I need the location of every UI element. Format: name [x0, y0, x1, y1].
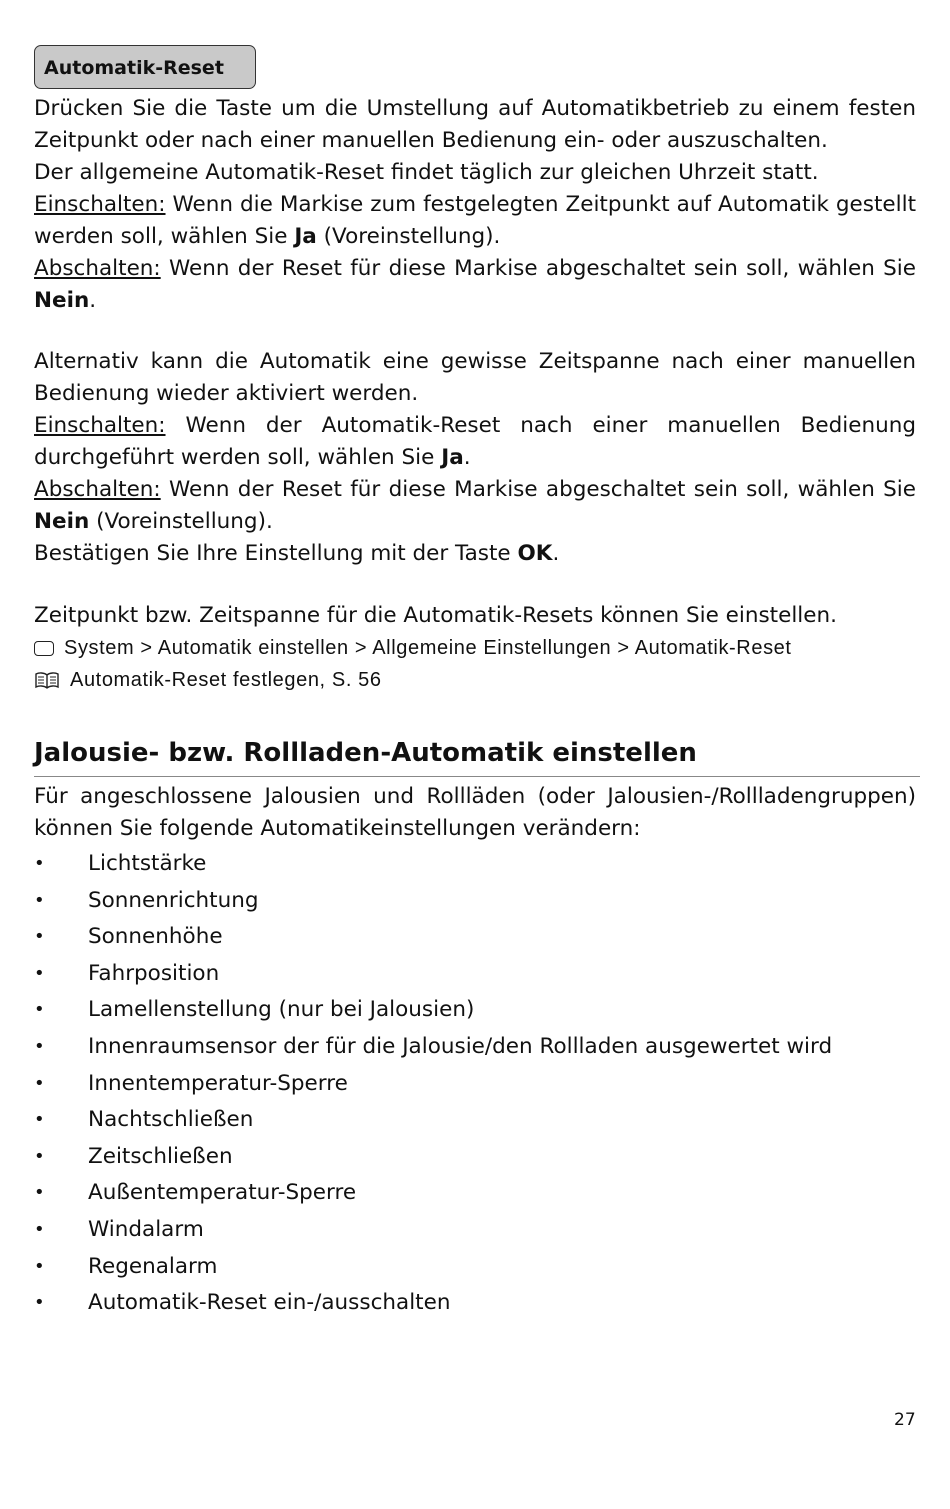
menu-path-row — [34, 632, 916, 664]
paragraph-automatik-reset — [34, 93, 916, 317]
text: Wenn die Markise zum festgelegten Zeitpunkt auf Automatik gestellt werden soll, wählen Sie — [34, 192, 916, 249]
ja-bold: Ja — [441, 445, 464, 470]
bullet: • — [34, 1109, 45, 1131]
text: Bestätigen Sie Ihre Einstellung mit der Taste — [34, 541, 518, 566]
bullet: • — [34, 853, 45, 874]
ok-bold: OK — [517, 541, 553, 566]
list-item — [34, 919, 832, 956]
open-book-icon — [34, 671, 60, 689]
einschalten-line — [34, 189, 916, 253]
bullet: • — [34, 926, 45, 948]
list-item — [34, 1175, 832, 1212]
intro-text: Für angeschlossene Jalousien und Rollläden (oder Jalousien-/Rollladengruppen) können Sie folgende Automatikeinstellungen verändern: — [34, 784, 916, 841]
list-item-text: Innentemperatur-Sperre — [88, 1070, 348, 1096]
list-item-text: Lichtstärke — [88, 851, 207, 876]
bullet: • — [34, 962, 45, 984]
list-item-text: Windalarm — [88, 1216, 204, 1242]
einschalten-label: Einschalten: — [34, 192, 166, 217]
list-item — [34, 846, 832, 883]
section-intro — [34, 781, 916, 845]
text-line: Drücken Sie die Taste um die Umstellung auf Automatikbetrieb zu einem festen Zeitpunkt oder nach einer manuellen Bedienung ein- oder auszuschalten. — [34, 96, 916, 153]
nein-bold: Nein — [34, 288, 90, 313]
list-item-text: Innenraumsensor der für die Jalousie/den Rollladen ausgewertet wird — [88, 1033, 833, 1059]
list-item-text: Außentemperatur-Sperre — [88, 1180, 357, 1206]
text: (Voreinstellung). — [89, 509, 273, 534]
list-item — [34, 1285, 832, 1322]
text: Wenn der Reset für diese Markise abgeschaltet sein soll, wählen Sie — [160, 477, 916, 502]
list-item-text: Automatik-Reset ein-/ausschalten — [88, 1290, 451, 1316]
bullet: • — [34, 1145, 45, 1167]
section-heading: Jalousie- bzw. Rollladen-Automatik einstellen — [34, 736, 920, 777]
list-item — [34, 1102, 832, 1139]
einschalten-label: Einschalten: — [34, 413, 166, 438]
bullet: • — [34, 1072, 45, 1094]
screen-icon — [34, 641, 54, 656]
confirm-line — [34, 538, 916, 570]
settings-list — [34, 846, 832, 1322]
text: . — [89, 288, 97, 313]
list-item-text: Zeitschließen — [88, 1143, 233, 1169]
list-item — [34, 956, 832, 993]
text: (Voreinstellung). — [316, 224, 501, 249]
abschalten-line — [34, 474, 916, 538]
text: Wenn der Automatik-Reset nach einer manuellen Bedienung durchgeführt werden soll, wählen Sie — [34, 413, 916, 470]
text: . — [552, 541, 560, 566]
bullet: • — [34, 1292, 45, 1314]
list-item — [34, 992, 832, 1029]
list-item-text: Nachtschließen — [88, 1107, 254, 1133]
list-item-text: Lamellenstellung (nur bei Jalousien) — [88, 997, 475, 1023]
text-line: Alternativ kann die Automatik eine gewisse Zeitspanne nach einer manuellen Bedienung wieder aktiviert werden. — [34, 349, 916, 406]
bullet: • — [34, 1035, 45, 1057]
automatik-reset-key-label: Automatik-Reset — [34, 45, 256, 89]
bullet: • — [34, 999, 45, 1021]
abschalten-line — [34, 253, 916, 317]
abschalten-label: Abschalten: — [34, 477, 161, 502]
paragraph-alternativ — [34, 346, 916, 570]
bullet: • — [34, 1182, 45, 1204]
list-item — [34, 1029, 832, 1066]
nein-bold: Nein — [34, 509, 90, 534]
reference-row — [34, 664, 916, 696]
paragraph-zeitpunkt — [34, 600, 916, 696]
bullet: • — [34, 1218, 45, 1240]
list-item — [34, 1066, 832, 1103]
menu-path: System > Automatik einstellen > Allgemeine Einstellungen > Automatik-Reset — [64, 637, 792, 659]
text: Wenn der Reset für diese Markise abgeschaltet sein soll, wählen Sie — [160, 256, 916, 281]
list-item-text: Sonnenrichtung — [88, 887, 259, 913]
list-item-text: Sonnenhöhe — [88, 924, 223, 950]
reference-text: Automatik-Reset festlegen, S. 56 — [70, 669, 382, 691]
abschalten-label: Abschalten: — [34, 256, 161, 281]
ja-bold: Ja — [294, 224, 317, 249]
bullet: • — [34, 1255, 45, 1277]
text: . — [463, 445, 471, 470]
list-item — [34, 1212, 832, 1249]
list-item-text: Regenalarm — [88, 1253, 218, 1279]
list-item — [34, 1249, 832, 1286]
einschalten-line — [34, 410, 916, 474]
list-item — [34, 1139, 832, 1176]
list-item — [34, 883, 832, 920]
bullet: • — [34, 889, 45, 911]
page-number: 27 — [894, 1410, 916, 1430]
text-line: Zeitpunkt bzw. Zeitspanne für die Automatik-Resets können Sie einstellen. — [34, 603, 837, 628]
list-item-text: Fahrposition — [88, 960, 220, 986]
text-line: Der allgemeine Automatik-Reset findet täglich zur gleichen Uhrzeit statt. — [34, 160, 819, 185]
